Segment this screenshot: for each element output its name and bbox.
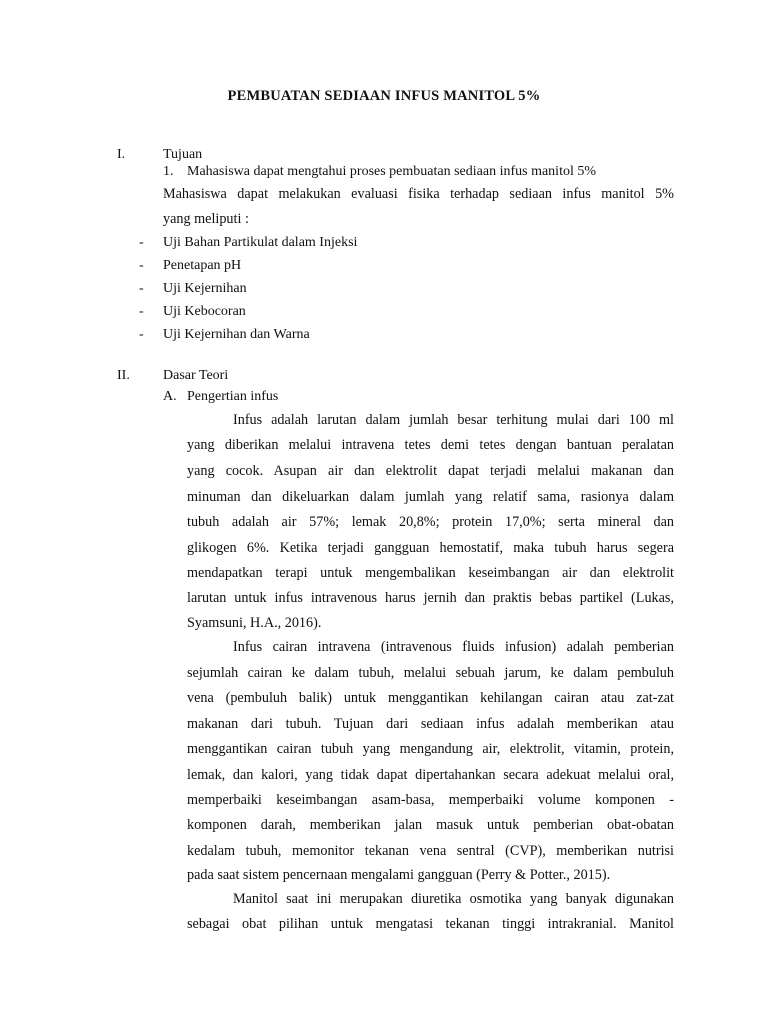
bullet-dash: - <box>139 327 144 342</box>
paragraph-2-line: vena (pembuluh balik) untuk menggantikan kehilangan cairan atau zat-zat <box>187 690 674 706</box>
bullet-item: Uji Kebocoran <box>163 304 246 319</box>
bullet-dash: - <box>139 281 144 296</box>
paragraph-2-line: makanan dari tubuh. Tujuan dari sediaan infus adalah memberikan atau <box>187 716 674 732</box>
bullet-dash: - <box>139 235 144 250</box>
paragraph-2-line: pada saat sistem pencernaan mengalami gangguan (Perry & Potter., 2015). <box>187 867 611 883</box>
section-2-heading: Dasar Teori <box>163 368 229 383</box>
bullet-item: Uji Kejernihan <box>163 281 247 296</box>
subsection-a-label: A. <box>163 389 177 404</box>
section-2-numeral: II. <box>117 368 130 383</box>
paragraph-1-line: glikogen 6%. Ketika terjadi gangguan hemostatif, maka tubuh harus segera <box>187 540 674 556</box>
objective-1-text: Mahasiswa dapat mengtahui proses pembuatan sediaan infus manitol 5% <box>187 164 597 179</box>
paragraph-1-line: yang diberikan melalui intravena tetes demi tetes dengan bantuan peralatan <box>187 437 674 453</box>
bullet-item: Penetapan pH <box>163 258 242 273</box>
paragraph-2-line: sejumlah cairan ke dalam tubuh, melalui sebuah jarum, ke dalam pembuluh <box>187 665 674 681</box>
paragraph-1-line: mendapatkan terapi untuk mengembalikan keseimbangan air dan elektrolit <box>187 565 674 581</box>
bullet-item: Uji Kejernihan dan Warna <box>163 327 310 342</box>
paragraph-2-line: memperbaiki keseimbangan asam-basa, memperbaiki volume komponen - <box>187 792 674 808</box>
paragraph-1-line: tubuh adalah air 57%; lemak 20,8%; protein 17,0%; serta mineral dan <box>187 514 674 530</box>
paragraph-2-line: menggantikan cairan tubuh yang mengandung air, elektrolit, vitamin, protein, <box>187 741 674 757</box>
paragraph-1-line: Syamsuni, H.A., 2016). <box>187 615 322 631</box>
bullet-dash: - <box>139 258 144 273</box>
paragraph-2-line: komponen darah, memberikan jalan masuk untuk pemberian obat-obatan <box>187 817 674 833</box>
paragraph-2-line: kedalam tubuh, memonitor tekanan vena sentral (CVP), memberikan nutrisi <box>187 843 674 859</box>
bullet-dash: - <box>139 304 144 319</box>
document-title: PEMBUATAN SEDIAAN INFUS MANITOL 5% <box>227 88 541 104</box>
paragraph-1-line: larutan untuk infus intravenous harus jernih dan praktis bebas partikel (Lukas, <box>187 590 674 606</box>
section-1-heading: Tujuan <box>163 147 203 162</box>
bullet-item: Uji Bahan Partikulat dalam Injeksi <box>163 235 358 250</box>
paragraph-3-line: sebagai obat pilihan untuk mengatasi tekanan tinggi intrakranial. Manitol <box>187 916 674 932</box>
paragraph-1-line: Infus adalah larutan dalam jumlah besar terhitung mulai dari 100 ml <box>233 412 674 428</box>
subsection-a-heading: Pengertian infus <box>187 389 279 404</box>
paragraph-2-line: Infus cairan intravena (intravenous fluids infusion) adalah pemberian <box>233 639 674 655</box>
objective-2-line-2: yang meliputi : <box>163 211 249 227</box>
paragraph-2-line: lemak, dan kalori, yang tidak dapat dipertahankan secara adekuat melalui oral, <box>187 767 674 783</box>
paragraph-1-line: minuman dan dikeluarkan dalam jumlah yang relatif sama, rasionya dalam <box>187 489 674 505</box>
objective-1-number: 1. <box>163 164 174 179</box>
objective-2-line-1: Mahasiswa dapat melakukan evaluasi fisika terhadap sediaan infus manitol 5% <box>163 186 674 202</box>
paragraph-3-line: Manitol saat ini merupakan diuretika osmotika yang banyak digunakan <box>233 891 674 907</box>
paragraph-1-line: yang cocok. Asupan air dan elektrolit dapat terjadi melalui makanan dan <box>187 463 674 479</box>
section-1-numeral: I. <box>117 147 126 162</box>
